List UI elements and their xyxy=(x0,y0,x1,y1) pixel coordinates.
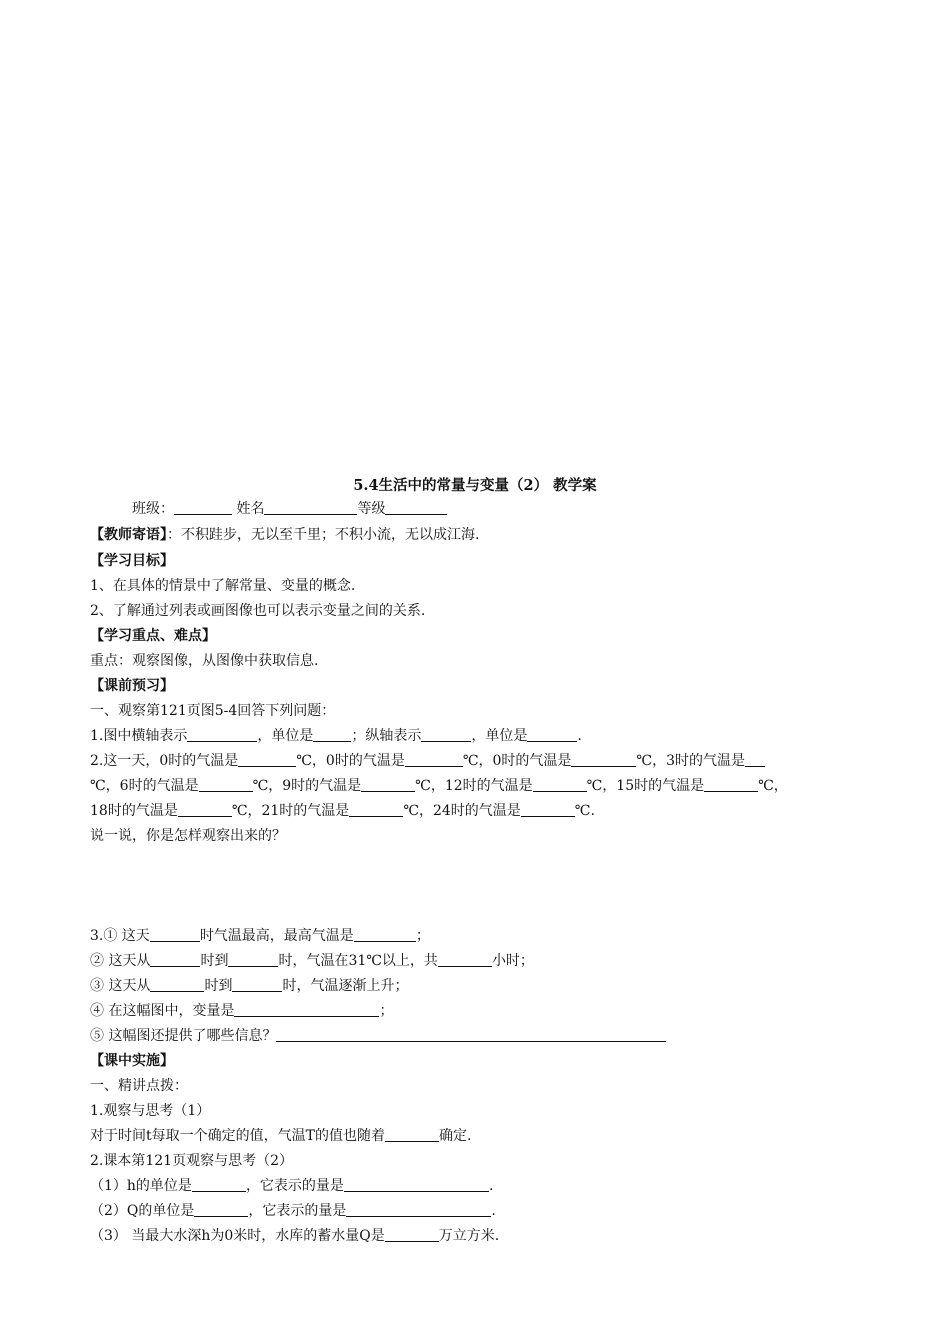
text: ℃，15时的气温是 xyxy=(586,778,705,794)
text: ℃，6时的气温是 xyxy=(90,778,199,794)
answer-blank[interactable] xyxy=(354,927,416,942)
text: 1.图中横轴表示 xyxy=(90,728,188,744)
section-heading: 一、精讲点拨： xyxy=(90,1078,188,1094)
question-3-4 xyxy=(90,1002,393,1020)
name-label: 姓名 xyxy=(236,501,265,517)
text: ⑤ 这幅图还提供了哪些信息？ xyxy=(90,1028,277,1044)
answer-blank[interactable] xyxy=(150,952,200,967)
text: ； xyxy=(379,1003,394,1019)
answer-blank[interactable] xyxy=(344,1177,489,1192)
text: （3） 当最大水深h为0米时，水库的蓄水量Q是 xyxy=(90,1228,385,1244)
text: 18时的气温是 xyxy=(90,803,178,819)
question-1 xyxy=(90,727,582,745)
text: 2.这一天，0时的气温是 xyxy=(90,753,239,769)
preview-intro: 一、观察第121页图5-4回答下列问题： xyxy=(90,703,336,719)
answer-blank[interactable] xyxy=(361,777,415,792)
question-2-line-2 xyxy=(90,777,788,795)
sub-heading: 1.观察与思考（1） xyxy=(90,1103,211,1119)
text: ℃，21时的气温是 xyxy=(231,803,350,819)
goals-heading: 【学习目标】 xyxy=(90,553,174,569)
text: ℃，0时的气温是 xyxy=(462,753,572,769)
grade-label: 等级 xyxy=(357,501,386,517)
text: 时到 xyxy=(204,978,233,994)
question-3-2 xyxy=(90,952,534,970)
question-3-3 xyxy=(90,977,408,995)
text: ② 这天从 xyxy=(90,953,151,969)
answer-blank[interactable] xyxy=(238,752,296,767)
text: . xyxy=(488,1178,494,1194)
question-3-1 xyxy=(90,927,430,945)
question-2-line-3 xyxy=(90,802,595,820)
text: ℃，3时的气温是 xyxy=(636,753,745,769)
text: 对于时间t每取一个确定的值，气温T的值也随着 xyxy=(90,1128,385,1144)
answer-blank[interactable] xyxy=(405,752,463,767)
text: ℃，12时的气温是 xyxy=(415,778,533,794)
answer-blank[interactable] xyxy=(192,1177,246,1192)
focus-text: 重点：观察图像，从图像中获取信息. xyxy=(90,653,319,669)
implement-heading: 【课中实施】 xyxy=(90,1053,174,1069)
preview-heading: 【课前预习】 xyxy=(90,678,174,694)
page-title: 5.4生活中的常量与变量（2） 教学案 xyxy=(353,477,597,494)
answer-blank[interactable] xyxy=(349,802,403,817)
answer-blank[interactable] xyxy=(187,727,257,742)
text: 万立方米. xyxy=(438,1228,500,1244)
text: 时，气温逐渐上升； xyxy=(282,978,409,994)
text: ，单位是 xyxy=(257,728,314,744)
answer-blank[interactable] xyxy=(704,777,758,792)
text: ；纵轴表示 xyxy=(351,728,422,744)
answer-blank[interactable] xyxy=(313,727,351,742)
motto-line xyxy=(90,526,479,544)
answer-blank[interactable] xyxy=(533,777,587,792)
text: . xyxy=(491,1203,496,1219)
motto-text: ：不积跬步，无以至千里；不积小流，无以成江海. xyxy=(167,527,480,543)
student-info-line xyxy=(132,500,447,518)
goal-item: 1、在具体的情景中了解常量、变量的概念. xyxy=(90,578,356,594)
text: ℃，0时的气温是 xyxy=(296,753,405,769)
text: ，它表示的量是 xyxy=(248,1203,347,1219)
reservoir-line xyxy=(90,1227,499,1245)
text: （2）Q的单位是 xyxy=(90,1203,195,1219)
text: 时气温最高，最高气温是 xyxy=(199,928,354,944)
text: 小时； xyxy=(491,953,534,969)
text: 3.① 这天 xyxy=(90,928,150,944)
answer-blank[interactable] xyxy=(745,752,765,767)
text: ℃， xyxy=(758,778,788,794)
answer-blank[interactable] xyxy=(232,977,282,992)
answer-blank[interactable] xyxy=(527,727,577,742)
text: ℃. xyxy=(574,803,595,819)
text: ℃，24时的气温是 xyxy=(403,803,521,819)
text: ③ 这天从 xyxy=(90,978,151,994)
text: ，它表示的量是 xyxy=(245,1178,344,1194)
answer-blank[interactable] xyxy=(234,1002,379,1017)
question-3-5 xyxy=(90,1027,666,1045)
text: ④ 在这幅图中，变量是 xyxy=(90,1003,235,1019)
grade-blank[interactable] xyxy=(385,500,447,515)
question-2-line-1 xyxy=(90,752,765,770)
answer-blank[interactable] xyxy=(571,752,636,767)
answer-blank[interactable] xyxy=(438,952,492,967)
answer-blank[interactable] xyxy=(194,1202,248,1217)
answer-blank[interactable] xyxy=(385,1227,439,1242)
text: 时到 xyxy=(200,953,229,969)
answer-blank[interactable] xyxy=(421,727,471,742)
q-unit-line xyxy=(90,1202,496,1220)
motto-label: 【教师寄语】 xyxy=(90,527,167,543)
text: ℃，9时的气温是 xyxy=(252,778,362,794)
focus-heading: 【学习重点、难点】 xyxy=(90,628,216,644)
answer-blank[interactable] xyxy=(178,802,232,817)
answer-blank[interactable] xyxy=(521,802,575,817)
answer-blank[interactable] xyxy=(199,777,253,792)
answer-blank[interactable] xyxy=(228,952,278,967)
sub-heading: 2.课本第121页观察与思考（2） xyxy=(90,1153,293,1169)
text: （1）h的单位是 xyxy=(90,1178,192,1194)
goal-item: 2、了解通过列表或画图像也可以表示变量之间的关系. xyxy=(90,603,426,619)
text: 确定. xyxy=(438,1128,472,1144)
text: . xyxy=(577,728,582,744)
observation-line xyxy=(90,1127,471,1145)
answer-blank[interactable] xyxy=(150,927,200,942)
answer-blank[interactable] xyxy=(276,1027,666,1042)
answer-blank[interactable] xyxy=(385,1127,439,1142)
answer-blank[interactable] xyxy=(150,977,204,992)
discussion-prompt: 说一说，你是怎样观察出来的？ xyxy=(90,828,286,844)
text: 时，气温在31℃以上，共 xyxy=(278,953,438,969)
h-unit-line xyxy=(90,1177,493,1195)
name-blank[interactable] xyxy=(264,500,357,515)
text: ，单位是 xyxy=(471,728,528,744)
class-blank[interactable] xyxy=(174,500,232,515)
answer-blank[interactable] xyxy=(346,1202,491,1217)
class-label: 班级： xyxy=(132,501,174,517)
text: ； xyxy=(415,928,430,944)
